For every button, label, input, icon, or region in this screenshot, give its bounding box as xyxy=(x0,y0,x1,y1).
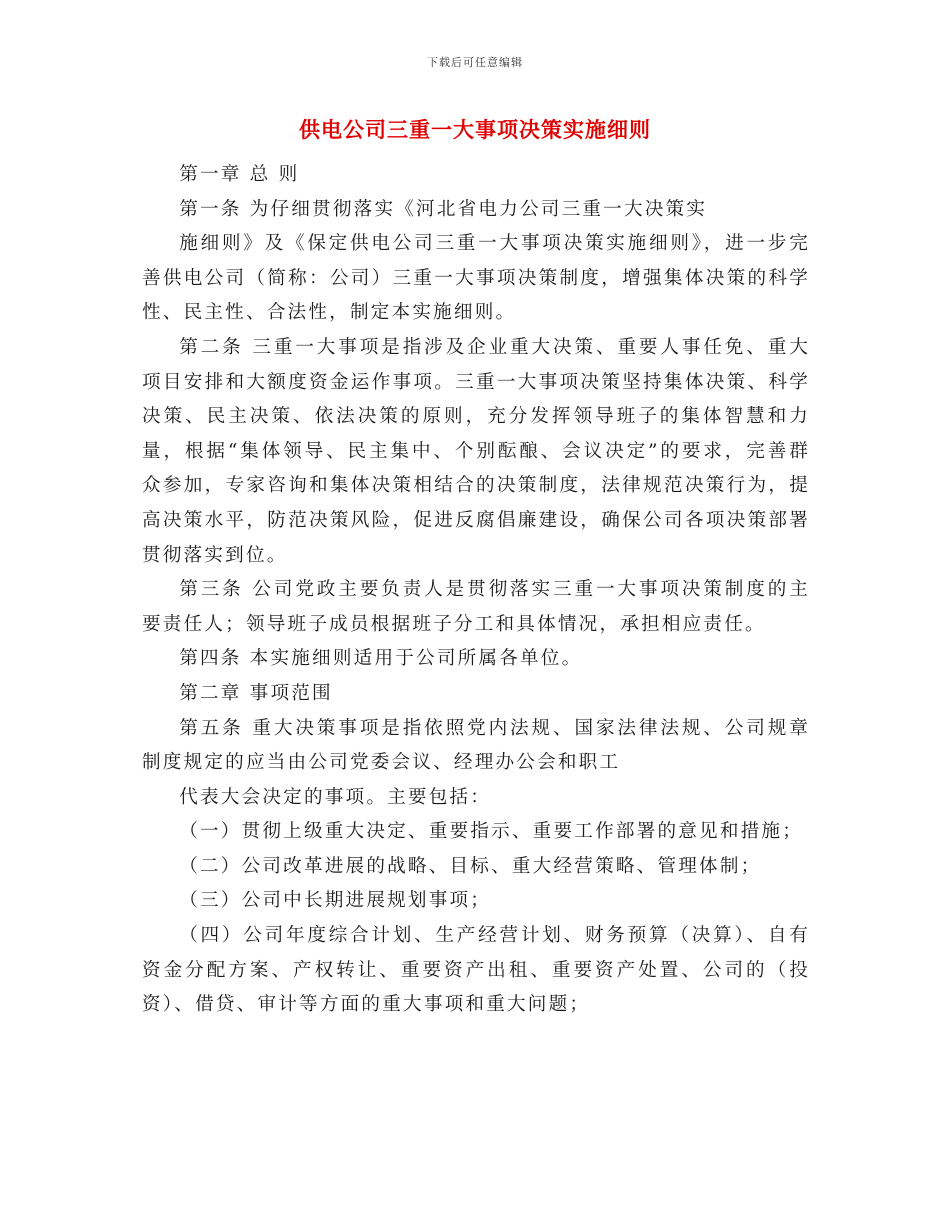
document-body xyxy=(142,158,810,1023)
article-1-line-1: 第一条 为仔细贯彻落实《河北省电力公司三重一大决策实 xyxy=(179,198,708,220)
article-3: 第三条 公司党政主要负责人是贯彻落实三重一大事项决策制度的主要责任人；领导班子成员根据班子分工和具体情况，承担相应责任。 xyxy=(142,579,810,635)
article-1-continuation: 施细则》及《保定供电公司三重一大事项决策实施细则》，进一步完善供电公司（简称：公司）三重一大事项决策制度，增强集体决策的科学性、民主性、合法性，制定本实施细则。 xyxy=(142,233,810,324)
chapter-2-heading: 第二章 事项范围 xyxy=(179,682,333,704)
article-5-continuation: 代表大会决定的事项。主要包括： xyxy=(179,786,492,808)
page-header-note: 下载后可任意编辑 xyxy=(427,56,523,69)
document-title: 供电公司三重一大事项决策实施细则 xyxy=(299,118,651,142)
chapter-1-heading: 第一章 总 则 xyxy=(179,164,300,185)
article-4: 第四条 本实施细则适用于公司所属各单位。 xyxy=(179,648,583,670)
article-2: 第二条 三重一大事项是指涉及企业重大决策、重要人事任免、重大项目安排和大额度资金运作事项。三重一大事项决策坚持集体决策、科学决策、民主决策、依法决策的原则，充分发挥领导班子的集体智慧和力量，根据“集体领导、民主集中、个别酝酿、会议决定”的要求，完善群众参加，专家咨询和集体决策相结合的决策制度，法律规范决策行为，提高决策水平，防范决策风险，促进反腐倡廉建设，确保公司各项决策部署贯彻落实到位。 xyxy=(142,336,810,566)
list-item-2: （二）公司改革进展的战略、目标、重大经营策略、管理体制； xyxy=(179,855,762,877)
list-item-4: （四）公司年度综合计划、生产经营计划、财务预算（决算）、自有资金分配方案、产权转让、重要资产出租、重要资产处置、公司的（投资）、借贷、审计等方面的重大事项和重大问题； xyxy=(142,925,810,1016)
article-5: 第五条 重大决策事项是指依照党内法规、国家法律法规、公司规章制度规定的应当由公司党委会议、经理办公会和职工 xyxy=(142,717,810,774)
list-item-1: （一）贯彻上级重大决定、重要指示、重要工作部署的意见和措施； xyxy=(179,821,804,843)
list-item-3: （三）公司中长期进展规划事项； xyxy=(179,890,492,912)
